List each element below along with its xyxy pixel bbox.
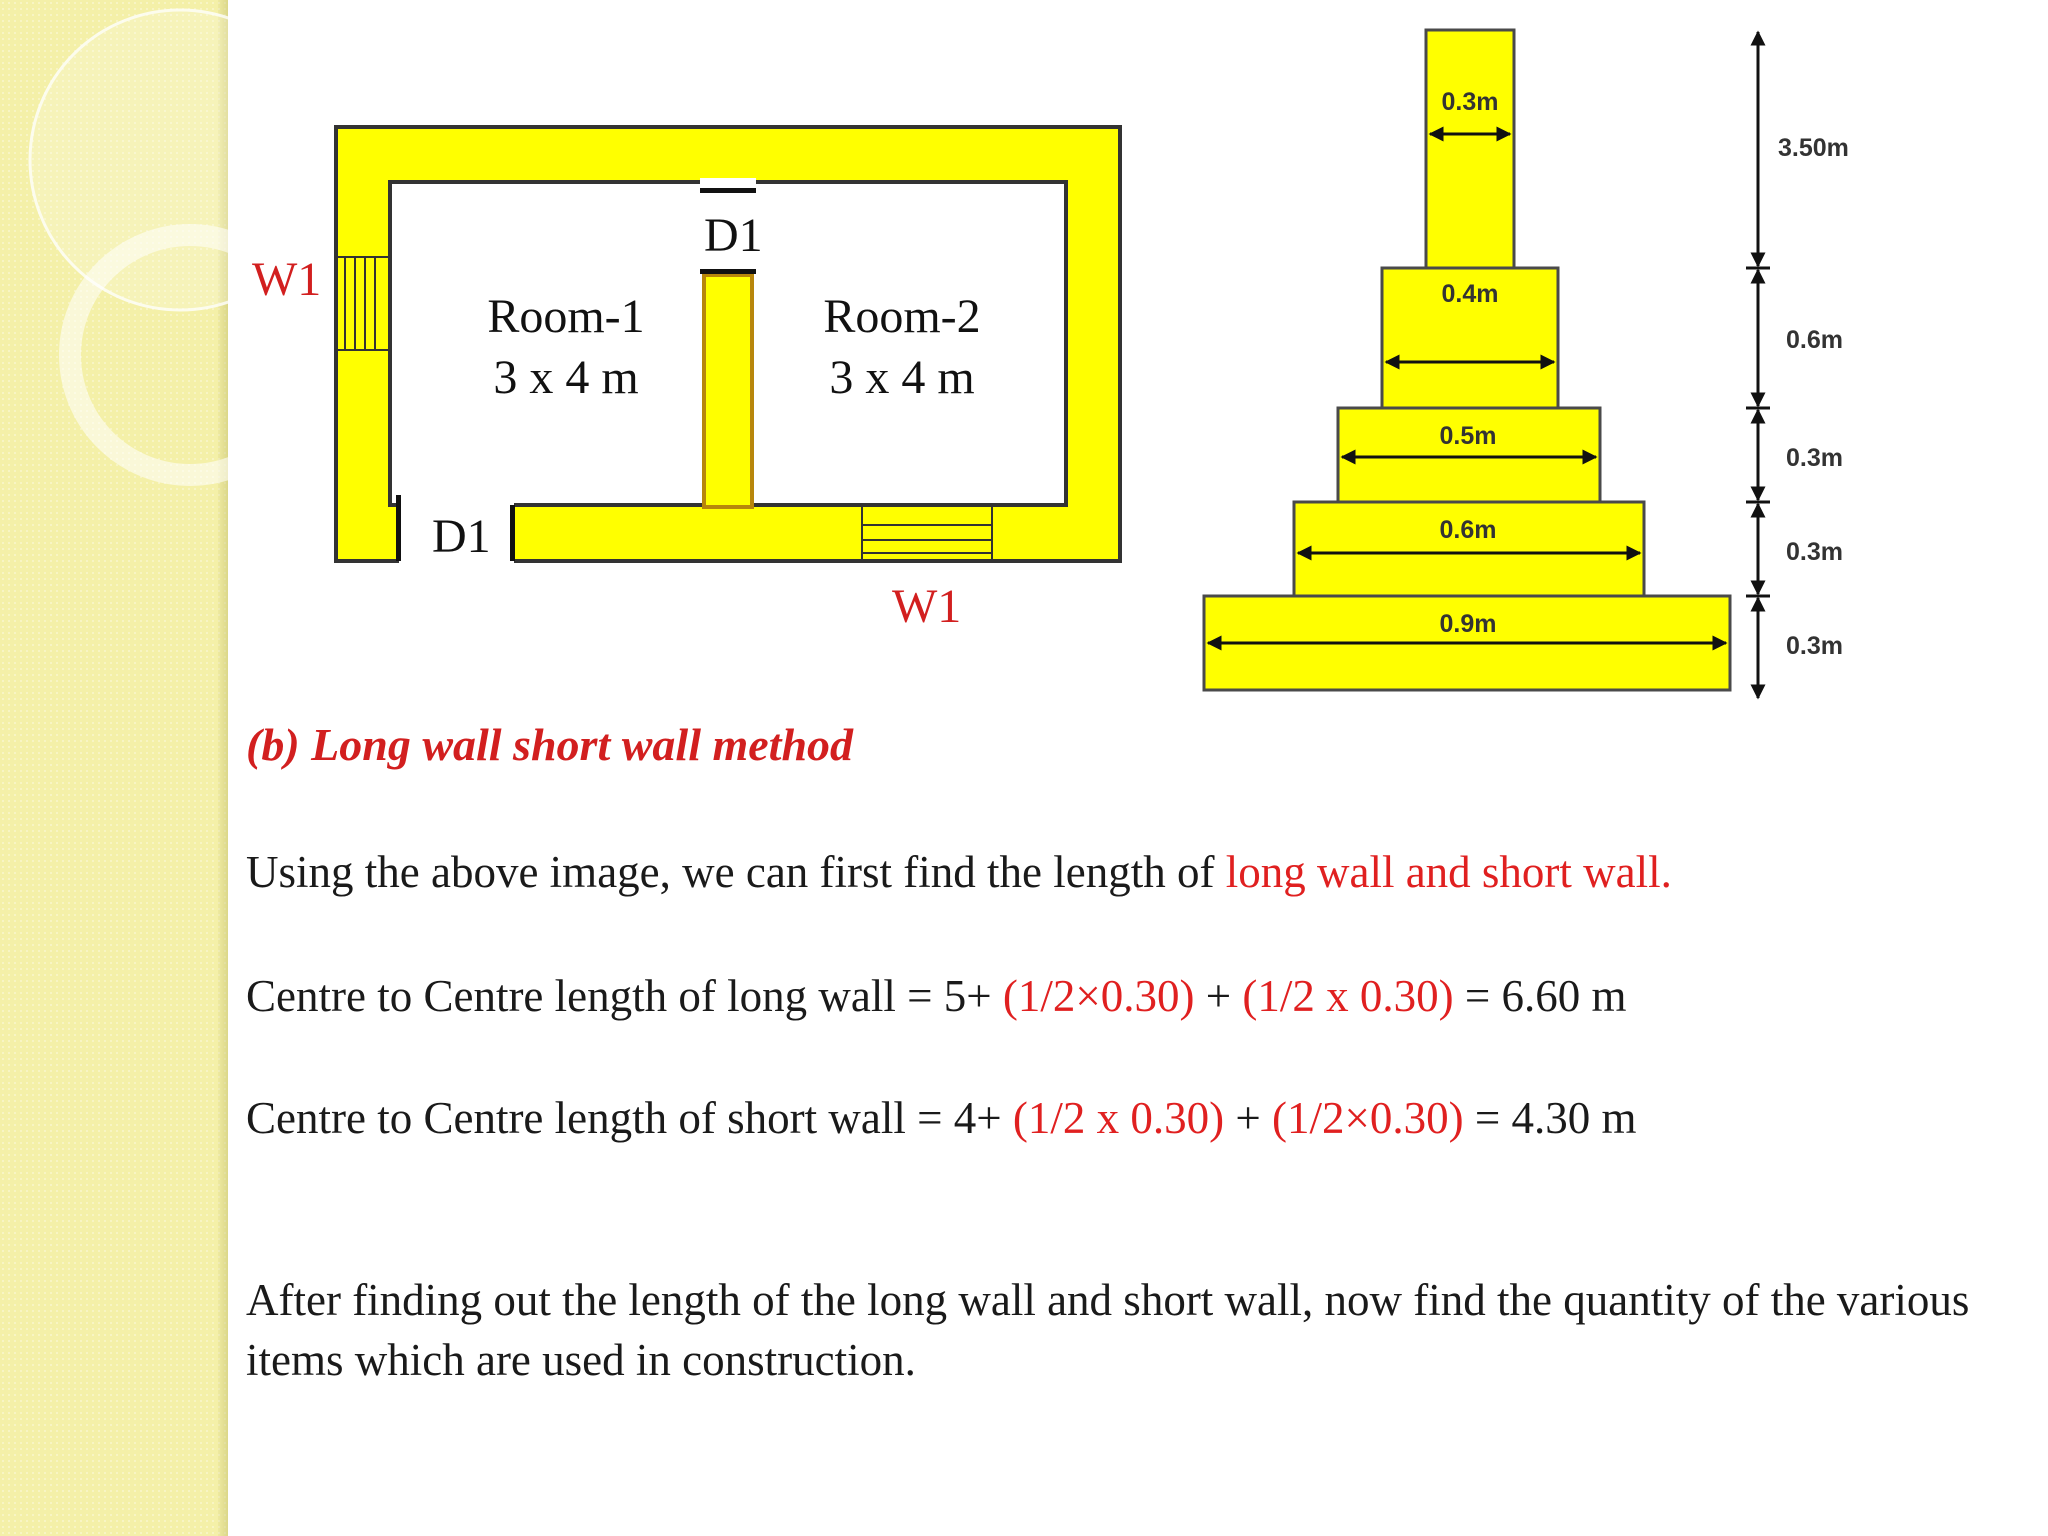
door-jamb-left bbox=[396, 495, 401, 561]
door-top-mark-1 bbox=[700, 188, 756, 193]
long-wall-result: = 6.60 m bbox=[1453, 971, 1627, 1021]
height-label-2: 0.6m bbox=[1786, 326, 1843, 354]
width-label-3: 0.5m bbox=[1439, 422, 1497, 450]
short-wall-result: = 4.30 m bbox=[1463, 1093, 1637, 1143]
long-wall-term1: (1/2×0.30) bbox=[1002, 971, 1195, 1021]
conclusion-paragraph: After finding out the length of the long wall and short wall, now find the quantity of the various items which are used in construction. bbox=[246, 1275, 1970, 1385]
section-heading: (b) Long wall short wall method bbox=[246, 719, 854, 770]
long-wall-term2: (1/2 x 0.30) bbox=[1242, 971, 1454, 1021]
partition-wall bbox=[704, 275, 752, 507]
room2-name: Room-2 bbox=[823, 290, 981, 343]
top-door-gap bbox=[700, 178, 756, 186]
door-top-mark-2 bbox=[700, 269, 756, 274]
intro-text: Using the above image, we can first find the length of bbox=[246, 847, 1226, 897]
room1-size: 3 x 4 m bbox=[493, 351, 639, 404]
short-wall-formula bbox=[246, 1088, 1636, 1148]
short-wall-term2: (1/2×0.30) bbox=[1271, 1093, 1464, 1143]
width-label-2: 0.4m bbox=[1441, 280, 1499, 308]
intro-highlight: long wall and short wall. bbox=[1225, 847, 1672, 897]
foundation-section bbox=[1180, 0, 1900, 720]
width-label-5: 0.9m bbox=[1439, 610, 1497, 638]
long-wall-prefix: Centre to Centre length of long wall = 5+ bbox=[246, 971, 1003, 1021]
intro-paragraph bbox=[246, 842, 1672, 902]
height-label-3: 0.3m bbox=[1786, 444, 1843, 472]
long-wall-formula bbox=[246, 966, 1626, 1026]
door-top-label: D1 bbox=[704, 209, 763, 262]
room2-size: 3 x 4 m bbox=[829, 351, 975, 404]
room1-name: Room-1 bbox=[487, 290, 645, 343]
short-wall-prefix: Centre to Centre length of short wall = 4+ bbox=[246, 1093, 1013, 1143]
window-bottom-label: W1 bbox=[892, 580, 962, 633]
width-label-1: 0.3m bbox=[1441, 88, 1499, 116]
door-jamb-right bbox=[510, 505, 515, 561]
long-wall-plus: + bbox=[1194, 971, 1243, 1021]
short-wall-plus: + bbox=[1224, 1093, 1272, 1143]
door-bottom-label: D1 bbox=[432, 510, 491, 563]
short-wall-term1: (1/2 x 0.30) bbox=[1012, 1093, 1225, 1143]
height-label-1: 3.50m bbox=[1778, 134, 1849, 162]
height-label-5: 0.3m bbox=[1786, 632, 1843, 660]
floor-plan bbox=[0, 0, 1140, 660]
height-label-4: 0.3m bbox=[1786, 538, 1843, 566]
height-dimension-line bbox=[1746, 32, 1770, 698]
window-left-label: W1 bbox=[252, 253, 322, 306]
wall-step-1 bbox=[1426, 30, 1514, 268]
width-label-4: 0.6m bbox=[1439, 516, 1497, 544]
